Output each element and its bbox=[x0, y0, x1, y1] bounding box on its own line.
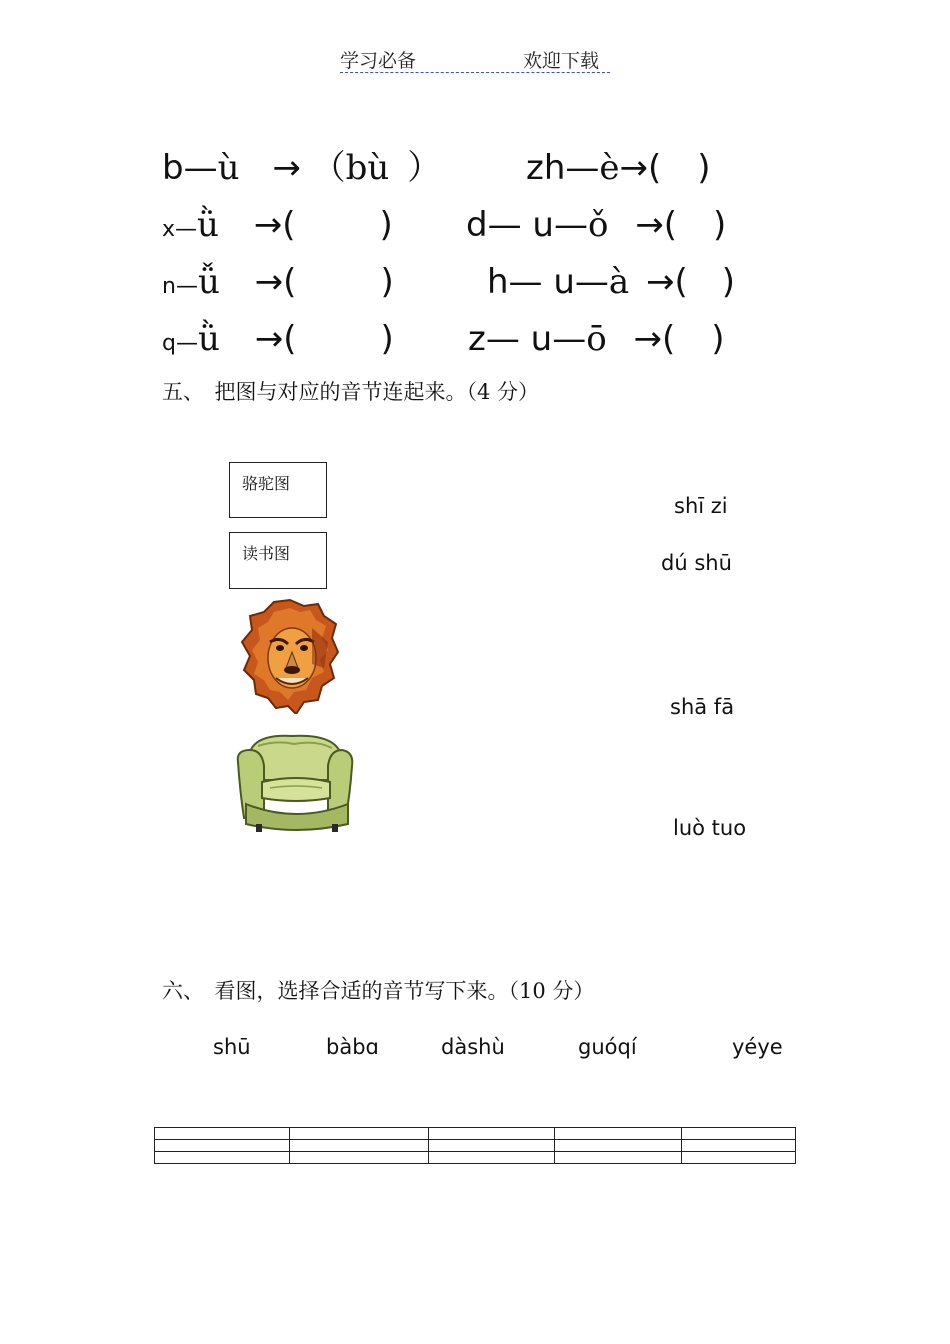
grid-cell[interactable] bbox=[555, 1152, 681, 1164]
final: ù bbox=[217, 148, 240, 188]
grid-cell[interactable] bbox=[429, 1128, 555, 1140]
writing-grid bbox=[154, 1127, 796, 1164]
box-label: 骆驼图 bbox=[242, 474, 291, 493]
camel-picture-box[interactable] bbox=[229, 462, 327, 518]
final: è bbox=[599, 148, 620, 188]
open-paren: ( bbox=[282, 205, 296, 245]
initial: b— bbox=[162, 148, 218, 188]
exercise-row bbox=[162, 148, 441, 188]
grid-cell[interactable] bbox=[555, 1140, 681, 1152]
grid-cell[interactable] bbox=[681, 1128, 795, 1140]
open-paren: ( bbox=[674, 262, 688, 302]
initial: x— bbox=[162, 217, 198, 242]
open-paren: ( bbox=[662, 319, 676, 359]
initial: q— bbox=[162, 331, 198, 356]
grid-cell[interactable] bbox=[290, 1128, 429, 1140]
close-paren: ) bbox=[711, 319, 725, 359]
close-paren: ) bbox=[379, 205, 393, 245]
grid-cell[interactable] bbox=[429, 1152, 555, 1164]
close-paren: ) bbox=[697, 148, 711, 188]
exercise-row bbox=[162, 262, 394, 307]
word-option: dàshù bbox=[441, 1035, 505, 1059]
grid-cell[interactable] bbox=[681, 1152, 795, 1164]
sofa-image[interactable] bbox=[236, 732, 356, 834]
close-paren: ) bbox=[713, 205, 727, 245]
syllable-option[interactable]: luò tuo bbox=[673, 816, 747, 840]
arrow-icon: → bbox=[253, 205, 283, 245]
arrow-icon: → bbox=[254, 262, 284, 302]
answer-text: bù bbox=[345, 148, 390, 188]
lion-image[interactable] bbox=[240, 598, 340, 714]
grid-cell[interactable] bbox=[290, 1140, 429, 1152]
grid-cell[interactable] bbox=[555, 1128, 681, 1140]
header-divider bbox=[340, 72, 610, 73]
grid-cell[interactable] bbox=[290, 1152, 429, 1164]
grid-cell[interactable] bbox=[155, 1140, 290, 1152]
close-paren: ) bbox=[380, 319, 394, 359]
open-paren: （ bbox=[311, 148, 346, 188]
word-option: bàbɑ bbox=[326, 1035, 379, 1059]
open-paren: ( bbox=[283, 262, 297, 302]
initial: h— u— bbox=[487, 262, 609, 302]
syllable-option[interactable]: shī zi bbox=[674, 494, 728, 518]
grid-row bbox=[155, 1152, 796, 1164]
close-paren: ) bbox=[721, 262, 736, 302]
exercise-row bbox=[487, 262, 735, 302]
open-paren: ( bbox=[663, 205, 678, 245]
final: ǜ bbox=[197, 205, 219, 245]
grid-row bbox=[155, 1140, 796, 1152]
initial: n— bbox=[162, 274, 198, 299]
box-label: 读书图 bbox=[242, 544, 291, 563]
final: ǚ bbox=[197, 262, 220, 302]
final: ǒ bbox=[587, 205, 609, 245]
final: à bbox=[608, 262, 630, 302]
open-paren: ( bbox=[648, 148, 662, 188]
word-option: yéye bbox=[732, 1035, 783, 1059]
syllable-option[interactable]: shā fā bbox=[670, 695, 735, 719]
close-paren: ) bbox=[380, 262, 394, 302]
grid-cell[interactable] bbox=[429, 1140, 555, 1152]
arrow-icon: → bbox=[619, 148, 649, 188]
reading-picture-box[interactable] bbox=[229, 532, 327, 589]
exercise-row bbox=[162, 319, 394, 364]
word-option: shū bbox=[213, 1035, 251, 1059]
syllable-option[interactable]: dú shū bbox=[661, 551, 732, 575]
arrow-icon: → bbox=[254, 319, 284, 359]
arrow-icon: → bbox=[635, 205, 664, 245]
exercise-row bbox=[468, 319, 725, 359]
grid-cell[interactable] bbox=[155, 1128, 290, 1140]
grid-cell[interactable] bbox=[155, 1152, 290, 1164]
word-option: guóqí bbox=[578, 1035, 637, 1059]
initial: d— u— bbox=[466, 205, 588, 245]
final: ǜ bbox=[197, 319, 220, 359]
grid-row bbox=[155, 1128, 796, 1140]
arrow-icon: → bbox=[272, 148, 301, 188]
arrow-icon: → bbox=[633, 319, 662, 359]
exercise-row bbox=[526, 148, 711, 188]
header-left: 学习必备 bbox=[340, 50, 417, 72]
close-paren: ） bbox=[407, 148, 442, 188]
header-right: 欢迎下载 bbox=[523, 50, 600, 72]
exercise-row bbox=[466, 205, 726, 245]
arrow-icon: → bbox=[646, 262, 675, 302]
section-title: 六、 看图，选择合适的音节写下来。（10 分） bbox=[162, 979, 595, 1003]
grid-cell[interactable] bbox=[681, 1140, 795, 1152]
final: ō bbox=[586, 319, 607, 359]
section-title: 五、 把图与对应的音节连起来。（4 分） bbox=[162, 380, 540, 404]
initial: zh— bbox=[526, 148, 600, 188]
exercise-row bbox=[162, 205, 393, 250]
open-paren: ( bbox=[283, 319, 297, 359]
initial: z— u— bbox=[468, 319, 587, 359]
